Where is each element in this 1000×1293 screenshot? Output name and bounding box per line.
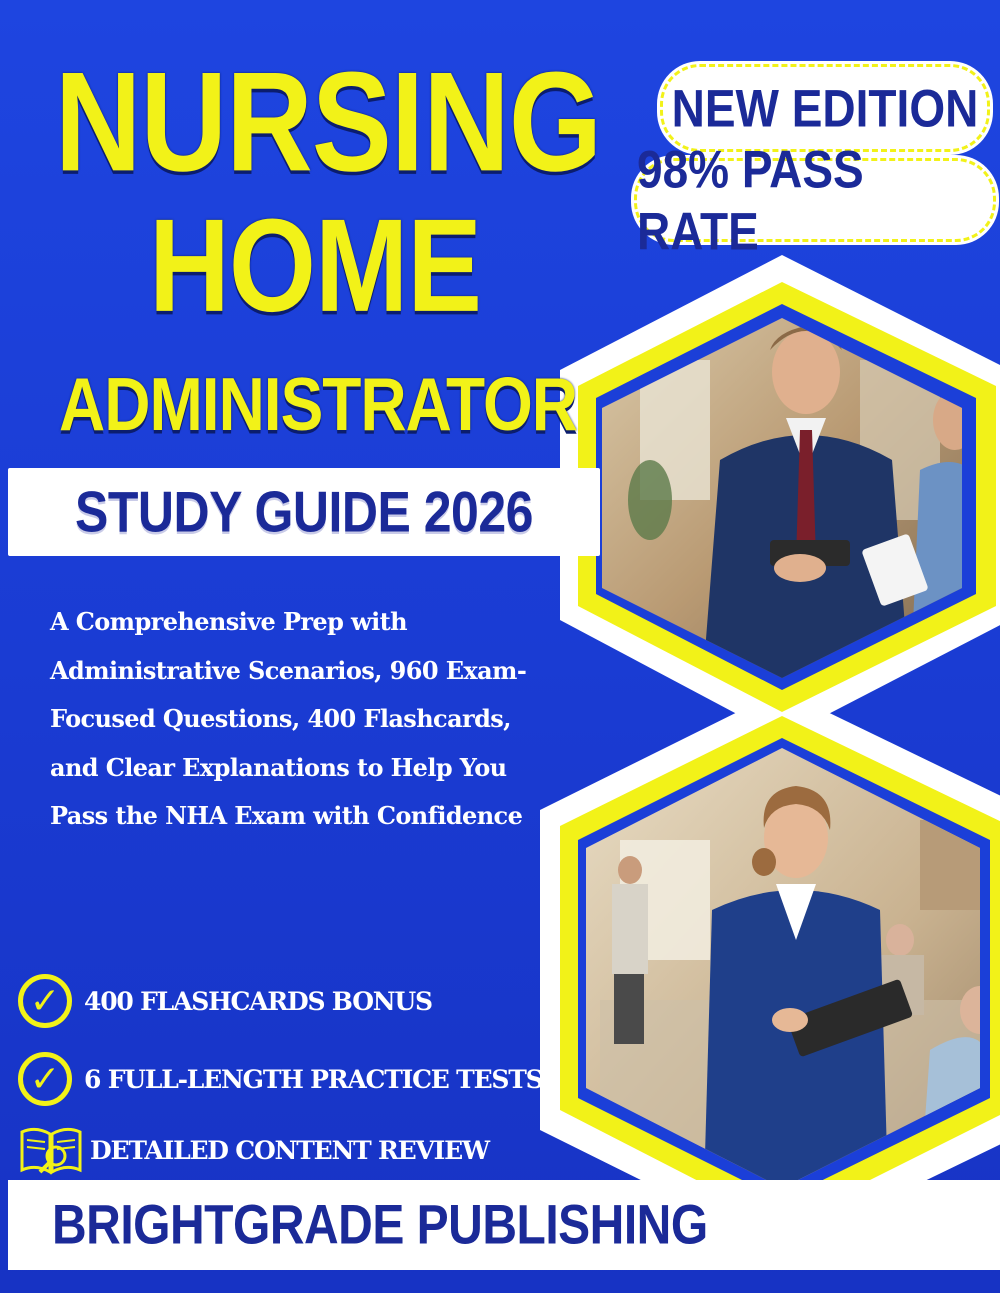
feature-practice-tests	[18, 1052, 543, 1106]
title-line-1: NURSING	[54, 42, 602, 202]
subtitle: STUDY GUIDE 2026	[75, 479, 533, 545]
subtitle-band	[8, 468, 600, 556]
description: A Comprehensive Prep with Administrative Scenarios, 960 Exam-Focused Questions, 400 Flashcards, and Clear Explanations to Help You Pass the NHA Exam with Confidence	[50, 607, 527, 830]
publisher-band	[8, 1180, 1000, 1270]
badge-pass-rate-label: 98% PASS RATE	[637, 139, 864, 261]
title-line-3: ADMINISTRATOR	[59, 361, 577, 447]
check-circle-icon: ✓	[18, 1052, 72, 1106]
feature-label: 400 FLASHCARDS BONUS	[84, 986, 432, 1016]
feature-label: DETAILED CONTENT REVIEW	[90, 1135, 489, 1165]
badge-pass-rate	[634, 139, 996, 261]
feature-content-review	[18, 1122, 489, 1178]
badge-new-edition-label: NEW EDITION	[671, 78, 979, 138]
title-line-2: HOME	[149, 191, 481, 340]
feature-label: 6 FULL-LENGTH PRACTICE TESTS	[84, 1064, 543, 1094]
open-book-icon	[18, 1122, 84, 1178]
check-circle-icon: ✓	[18, 974, 72, 1028]
publisher-name: BRIGHTGRADE PUBLISHING	[52, 1194, 708, 1256]
feature-flashcards	[18, 974, 432, 1028]
